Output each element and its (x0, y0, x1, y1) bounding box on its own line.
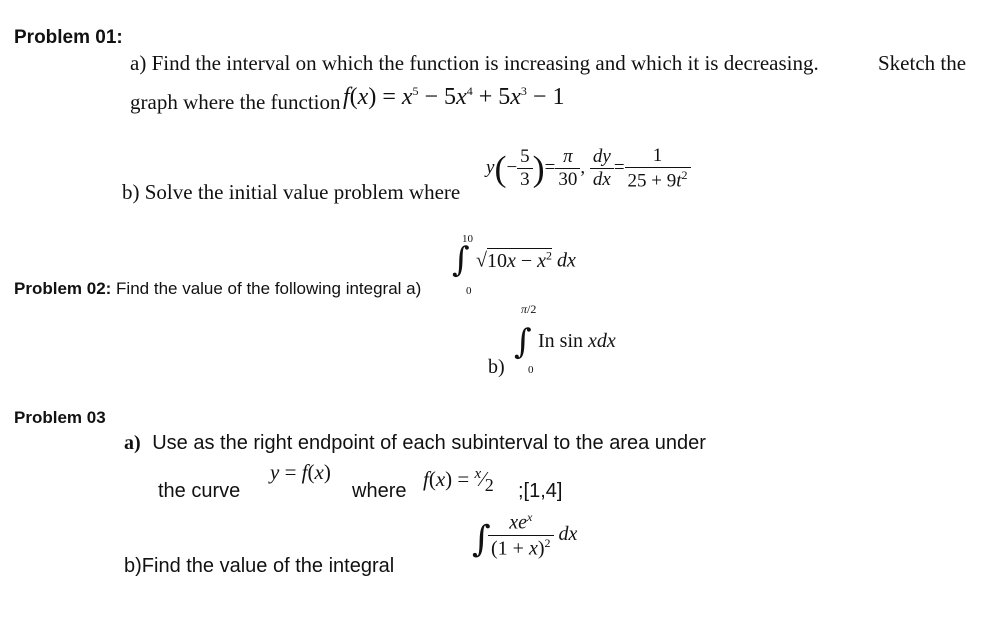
problem-03a-where-text: where (352, 480, 407, 502)
problem-02-line (14, 279, 421, 299)
integral-a-integrand: $√10x - x^2$ dx (476, 248, 576, 272)
area-function: $f(x) = ^x⁄_2$ (423, 466, 494, 496)
problem-02-text: Find the value of the following integral a) (116, 279, 422, 298)
problem-01-heading: Problem 01: (14, 27, 123, 48)
integral-b-lower-limit: 0 (528, 364, 534, 376)
integral-a-sign: ∫ (452, 240, 470, 280)
problem-03b-text: b)Find the value of the integral (124, 555, 395, 577)
integral-b-label: b) (488, 356, 505, 378)
problem-03-heading: Problem 03 (14, 408, 106, 427)
integral-c-sign: ∫ (472, 519, 491, 560)
problem-03a-interval: ;[1,4] (518, 480, 563, 502)
problem-03a-line (124, 432, 706, 455)
curve-equation: y = f(x) (270, 460, 331, 484)
problem-01a-text-2: graph where the function (130, 90, 341, 114)
problem-01a-sketch-text: Sketch the (878, 51, 967, 75)
initial-value-equation: y(− $\frac{5}{3}$ )= $\frac{\pi}{30}$ , $\frac{dy}{dx}$ = $\frac{1}{25 + 9t^2}$ (486, 145, 691, 192)
integral-a-upper-limit: 10 (462, 233, 473, 245)
problem-01a-text: a) Find the interval on which the function is increasing and which it is decreasing. (130, 51, 819, 75)
integral-b-upper-limit: π/2 (521, 302, 537, 316)
function-formula: $f(x) = x^5 - 5x^4 + 5x^3 - 1$ (343, 84, 565, 110)
problem-02-heading: Problem 02: (14, 279, 112, 298)
integral-c-integrand: $\frac{xe^x}{(1 + x)^2}$ dx (488, 510, 577, 560)
integral-b-sign: ∫ (514, 322, 532, 362)
problem-03a-label: a) (124, 432, 141, 454)
integral-a-lower-limit: 0 (466, 285, 472, 297)
integral-b-integrand: In sin xdx (538, 330, 616, 352)
problem-03a-text: Use as the right endpoint of each subinterval to the area under (152, 432, 706, 454)
problem-03a-curve-text: the curve (158, 480, 241, 502)
problem-01b-text: b) Solve the initial value problem where (122, 180, 461, 204)
